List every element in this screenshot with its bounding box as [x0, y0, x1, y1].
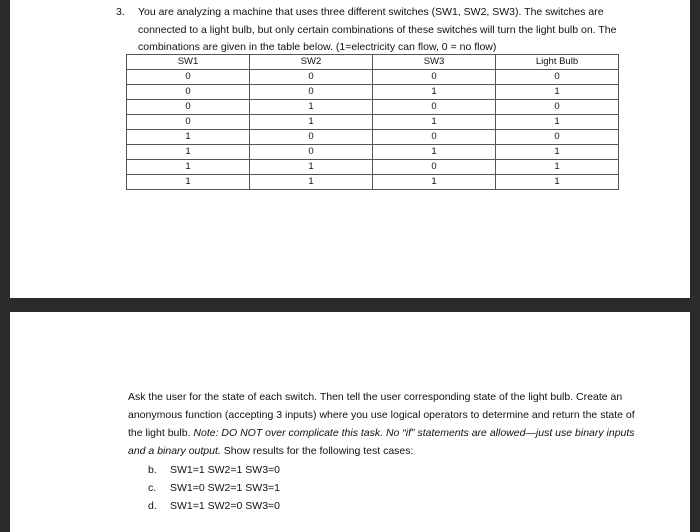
table-cell: 0 — [127, 85, 250, 100]
table-row — [127, 145, 619, 160]
table-cell: 0 — [250, 70, 373, 85]
task-tail: Show results for the following test cases: — [223, 445, 414, 457]
table-cell: 1 — [250, 100, 373, 115]
task-note: Note: DO NOT over complicate this task. No “if” statements are allowed—just use binary inputs and a binary output. — [128, 427, 635, 457]
table-cell: 0 — [250, 85, 373, 100]
table-cell: 0 — [373, 130, 496, 145]
document-page-top — [10, 0, 690, 298]
case-label: d. — [148, 500, 157, 512]
task-block — [128, 388, 648, 515]
table-cell: 1 — [127, 160, 250, 175]
question-text: You are analyzing a machine that uses three different switches (SW1, SW2, SW3). The switches are connected to a light bulb, but only certain combinations of these switches will turn the light bulb on. The combinations are given in the table below. (1=electricity can flow, 0 = no flow) — [138, 6, 617, 53]
table-header-row — [127, 55, 619, 70]
header-sw2: SW2 — [250, 55, 373, 70]
case-text: SW1=0 SW2=1 SW3=1 — [170, 482, 281, 494]
table-cell: 0 — [127, 70, 250, 85]
case-label: c. — [148, 482, 157, 494]
table-cell: 1 — [373, 145, 496, 160]
table-cell: 1 — [250, 160, 373, 175]
truth-table — [126, 54, 619, 190]
task-text — [128, 388, 648, 460]
list-item — [128, 461, 648, 479]
case-label: b. — [148, 464, 157, 476]
header-sw3: SW3 — [373, 55, 496, 70]
table-cell: 0 — [496, 130, 619, 145]
table-cell: 0 — [496, 70, 619, 85]
table-row — [127, 70, 619, 85]
case-text: SW1=1 SW2=1 SW3=0 — [170, 464, 281, 476]
table-cell: 0 — [127, 100, 250, 115]
table-row — [127, 100, 619, 115]
question-number: 3. — [116, 6, 125, 18]
table-cell: 1 — [496, 115, 619, 130]
header-light-bulb: Light Bulb — [496, 55, 619, 70]
table-cell: 1 — [373, 115, 496, 130]
table-cell: 1 — [496, 160, 619, 175]
table-cell: 1 — [496, 175, 619, 190]
table-cell: 1 — [250, 115, 373, 130]
table-cell: 1 — [127, 175, 250, 190]
list-item — [128, 497, 648, 515]
test-case-list — [128, 461, 648, 515]
table-cell: 0 — [373, 100, 496, 115]
table-row — [127, 115, 619, 130]
table-cell: 0 — [250, 145, 373, 160]
table-cell: 1 — [373, 175, 496, 190]
table-cell: 0 — [496, 100, 619, 115]
list-item — [128, 479, 648, 497]
table-cell: 0 — [250, 130, 373, 145]
table-cell: 1 — [250, 175, 373, 190]
table-row — [127, 160, 619, 175]
table-cell: 1 — [496, 85, 619, 100]
table-cell: 1 — [127, 145, 250, 160]
table-cell: 1 — [127, 130, 250, 145]
case-text: SW1=1 SW2=0 SW3=0 — [170, 500, 281, 512]
table-row — [127, 85, 619, 100]
table-cell: 0 — [373, 70, 496, 85]
table-cell: 0 — [373, 160, 496, 175]
table-cell: 1 — [496, 145, 619, 160]
table-row — [127, 130, 619, 145]
table-cell: 1 — [373, 85, 496, 100]
table-cell: 0 — [127, 115, 250, 130]
header-sw1: SW1 — [127, 55, 250, 70]
task-lead: Ask the user for the state of each switch. Then tell the user corresponding state of the light bulb. Create an anonymous function (accepting 3 inputs) where you use logical operators to determine and return the state of the light bulb. — [128, 391, 635, 439]
document-page-bottom — [10, 312, 690, 532]
table-row — [127, 175, 619, 190]
